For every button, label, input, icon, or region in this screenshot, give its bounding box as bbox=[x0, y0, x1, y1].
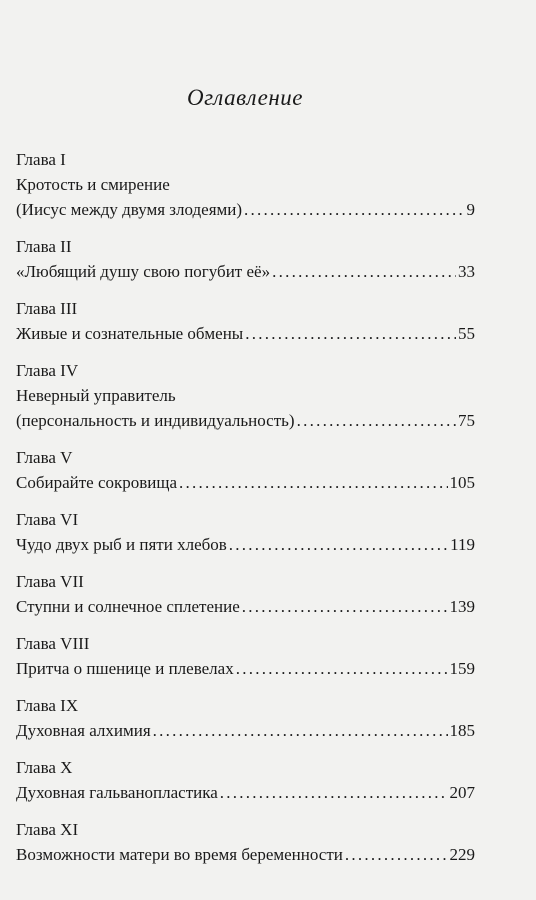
dot-leader bbox=[236, 656, 448, 681]
chapter-label: Глава IX bbox=[16, 696, 79, 715]
toc-entry bbox=[16, 569, 475, 619]
chapter-label: Глава I bbox=[16, 150, 66, 169]
page-number: 9 bbox=[466, 200, 475, 219]
dot-leader bbox=[345, 842, 448, 867]
chapter-title-row bbox=[16, 842, 475, 867]
chapter-label: Глава VI bbox=[16, 510, 79, 529]
chapter-title-row bbox=[16, 470, 475, 495]
toc-entry bbox=[16, 358, 475, 433]
chapter-title: (Иисус между двумя злодеями) bbox=[16, 200, 243, 219]
chapter-title: Живые и сознательные обмены bbox=[16, 324, 244, 343]
page-number: 75 bbox=[458, 411, 475, 430]
page-number: 119 bbox=[450, 535, 475, 554]
page-number: 185 bbox=[449, 721, 475, 740]
dot-leader bbox=[244, 197, 464, 222]
toc-entry bbox=[16, 507, 475, 557]
chapter-title-row bbox=[16, 321, 475, 346]
page-number: 33 bbox=[458, 262, 475, 281]
dot-leader bbox=[272, 259, 456, 284]
page-number: 229 bbox=[449, 845, 475, 864]
chapter-title: Духовная алхимия bbox=[16, 721, 151, 740]
dot-leader bbox=[245, 321, 456, 346]
chapter-label: Глава VIII bbox=[16, 634, 90, 653]
page-number: 55 bbox=[458, 324, 475, 343]
dot-leader bbox=[242, 594, 448, 619]
dot-leader bbox=[229, 532, 448, 557]
page-number: 105 bbox=[449, 473, 475, 492]
toc-entry bbox=[16, 631, 475, 681]
page-number: 139 bbox=[449, 597, 475, 616]
toc-entry bbox=[16, 234, 475, 284]
chapter-title: Притча о пшенице и плевелах bbox=[16, 659, 234, 678]
toc-title: Оглавление bbox=[186, 85, 303, 110]
dot-leader bbox=[153, 718, 448, 743]
chapter-title-row bbox=[16, 197, 475, 222]
chapter-title-row bbox=[16, 594, 475, 619]
dot-leader bbox=[179, 470, 447, 495]
page-number: 207 bbox=[449, 783, 475, 802]
chapter-title: Собирайте сокровища bbox=[16, 473, 178, 492]
chapter-title: (персональность и индивидуальность) bbox=[16, 411, 295, 430]
dot-leader bbox=[297, 408, 456, 433]
chapter-title-row bbox=[16, 408, 475, 433]
chapter-title: Ступни и солнечное сплетение bbox=[16, 597, 240, 616]
chapter-title-row bbox=[16, 718, 475, 743]
chapter-title: Духовная гальванопластика bbox=[16, 783, 218, 802]
toc-list bbox=[16, 147, 475, 879]
chapter-label: Глава XI bbox=[16, 820, 79, 839]
chapter-label: Глава II bbox=[16, 237, 72, 256]
chapter-label: Глава V bbox=[16, 448, 73, 467]
chapter-title: Возможности матери во время беременности bbox=[16, 845, 343, 864]
toc-entry bbox=[16, 296, 475, 346]
chapter-title-row bbox=[16, 780, 475, 805]
toc-entry bbox=[16, 755, 475, 805]
toc-entry bbox=[16, 817, 475, 867]
chapter-title-line: Кротость и смирение bbox=[16, 175, 170, 194]
chapter-label: Глава IV bbox=[16, 361, 79, 380]
chapter-title-line: Неверный управитель bbox=[16, 386, 176, 405]
chapter-label: Глава VII bbox=[16, 572, 84, 591]
chapter-title: «Любящий душу свою погубит её» bbox=[16, 262, 271, 281]
toc-entry bbox=[16, 693, 475, 743]
toc-entry bbox=[16, 445, 475, 495]
chapter-label: Глава III bbox=[16, 299, 78, 318]
toc-entry bbox=[16, 147, 475, 222]
chapter-title-row bbox=[16, 532, 475, 557]
dot-leader bbox=[220, 780, 448, 805]
chapter-title: Чудо двух рыб и пяти хлебов bbox=[16, 535, 227, 554]
chapter-label: Глава X bbox=[16, 758, 73, 777]
chapter-title-row bbox=[16, 259, 475, 284]
chapter-title-row bbox=[16, 656, 475, 681]
page-number: 159 bbox=[449, 659, 475, 678]
